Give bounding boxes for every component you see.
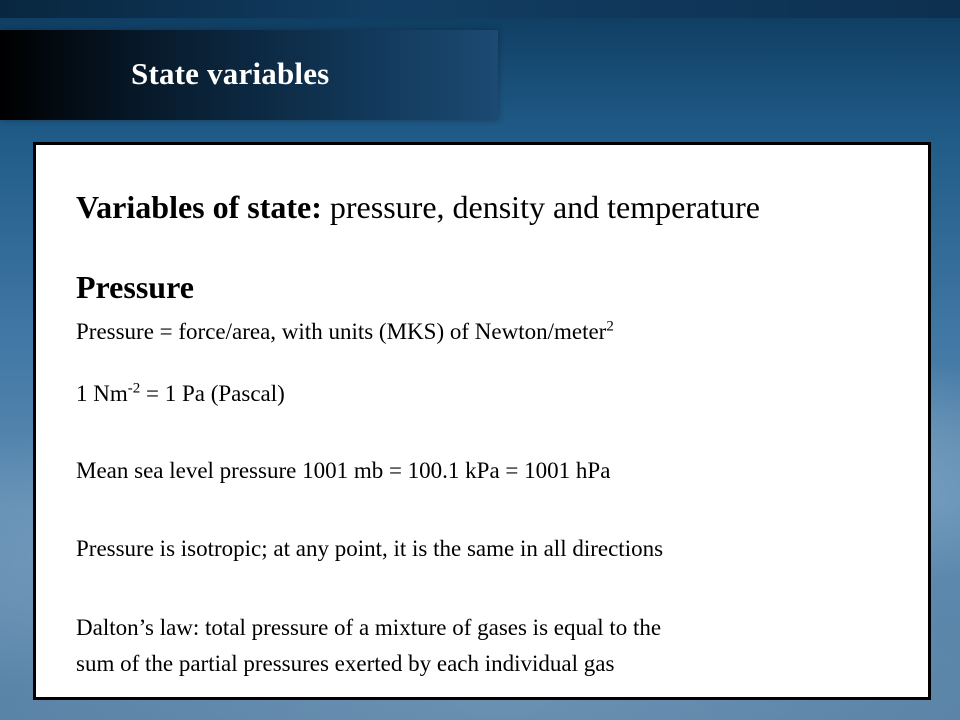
definition-text: Pressure = force/area, with units (MKS) of Newton/meter [76, 319, 607, 344]
definition-superscript: 2 [606, 318, 614, 335]
dalton-law-line-1: Dalton’s law: total pressure of a mixture of gases is equal to the [76, 615, 662, 640]
heading-rest: pressure, density and temperature [321, 189, 760, 225]
heading-bold: Variables of state: [76, 189, 322, 225]
pascal-definition [76, 381, 285, 407]
pascal-post: = 1 Pa (Pascal) [140, 381, 285, 406]
heading [76, 189, 760, 226]
slide-title: State variables [131, 56, 330, 91]
subheading-pressure: Pressure [76, 269, 194, 305]
pascal-superscript: -2 [127, 380, 141, 397]
top-decorative-strip [0, 0, 960, 18]
mean-sea-level-pressure: Mean sea level pressure 1001 mb = 100.1 kPa = 1001 hPa [76, 458, 611, 483]
dalton-law-line-2: sum of the partial pressures exerted by each individual gas [76, 651, 615, 676]
pressure-definition [76, 319, 614, 345]
isotropic-statement: Pressure is isotropic; at any point, it is the same in all directions [76, 536, 664, 561]
pascal-pre: 1 Nm [76, 381, 128, 406]
content-box [33, 142, 931, 700]
